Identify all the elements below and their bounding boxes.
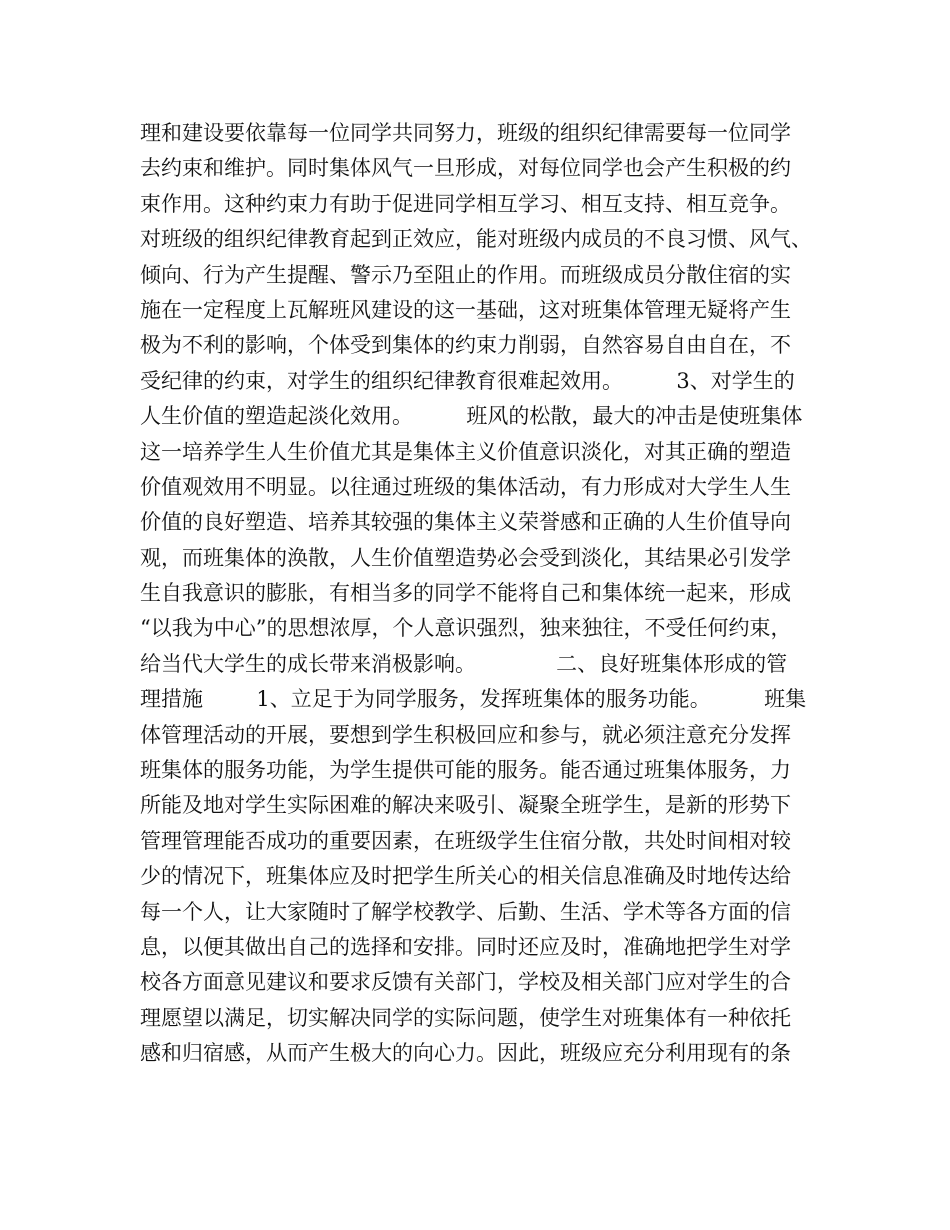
text-line: 束作用。这种约束力有助于促进同学相互学习、相互支持、相互竞争。 <box>140 191 791 216</box>
text-line: 给当代大学生的成长带来消极影响。 二、良好班集体形成的管 <box>140 651 788 676</box>
text-line: 施在一定程度上瓦解班风建设的这一基础，这对班集体管理无疑将产生 <box>140 297 791 322</box>
text-line: 感和归宿感，从而产生极大的向心力。因此，班级应充分利用现有的条 <box>140 1041 791 1066</box>
text-line: “以我为中心”的思想浓厚，个人意识强烈，独来独往，不受任何约束， <box>140 616 792 641</box>
text-line: 理愿望以满足，切实解决同学的实际问题，使学生对班集体有一种依托 <box>140 1005 791 1030</box>
text-line: 观，而班集体的涣散，人生价值塑造势必会受到淡化，其结果必引发学 <box>140 545 791 570</box>
text-line: 这一培养学生人生价值尤其是集体主义价值意识淡化，对其正确的塑造 <box>140 439 791 464</box>
text-line: 管理管理能否成功的重要因素，在班级学生住宿分散，共处时间相对较 <box>140 828 791 853</box>
text-line: 倾向、行为产生提醒、警示乃至阻止的作用。而班级成员分散住宿的实 <box>140 262 791 287</box>
text-line: 价值的良好塑造、培养其较强的集体主义荣誉感和正确的人生价值导向 <box>140 510 791 535</box>
text-line: 极为不利的影响，个体受到集体的约束力削弱，自然容易自由自在，不 <box>140 333 791 358</box>
text-line: 每一个人，让大家随时了解学校教学、后勤、生活、学术等各方面的信 <box>140 899 791 924</box>
text-line: 对班级的组织纪律教育起到正效应，能对班级内成员的不良习惯、风气、 <box>140 227 812 252</box>
text-line: 少的情况下，班集体应及时把学生所关心的相关信息准确及时地传达给 <box>140 864 791 889</box>
text-line: 价值观效用不明显。以往通过班级的集体活动，有力形成对大学生人生 <box>140 474 791 499</box>
text-line: 理措施 1、立足于为同学服务，发挥班集体的服务功能。 班集 <box>140 687 807 712</box>
text-line: 人生价值的塑造起淡化效用。 班风的松散，最大的冲击是使班集体 <box>140 404 803 429</box>
text-line: 校各方面意见建议和要求反馈有关部门，学校及相关部门应对学生的合 <box>140 970 791 995</box>
text-line: 息，以便其做出自己的选择和安排。同时还应及时，准确地把学生对学 <box>140 934 791 959</box>
text-line: 班集体的服务功能，为学生提供可能的服务。能否通过班集体服务，力 <box>140 758 791 783</box>
text-line: 去约束和维护。同时集体风气一旦形成，对每位同学也会产生积极的约 <box>140 156 791 181</box>
text-line: 受纪律的约束，对学生的组织纪律教育很难起效用。 3、对学生的 <box>140 368 795 393</box>
text-line: 体管理活动的开展，要想到学生积极回应和参与，就必须注意充分发挥 <box>140 722 791 747</box>
text-line: 理和建设要依靠每一位同学共同努力，班级的组织纪律需要每一位同学 <box>140 121 791 145</box>
body-text <box>140 116 820 1072</box>
text-line: 生自我意识的膨胀，有相当多的同学不能将自己和集体统一起来，形成 <box>140 581 791 606</box>
text-line: 所能及地对学生实际困难的解决来吸引、凝聚全班学生，是新的形势下 <box>140 793 791 818</box>
